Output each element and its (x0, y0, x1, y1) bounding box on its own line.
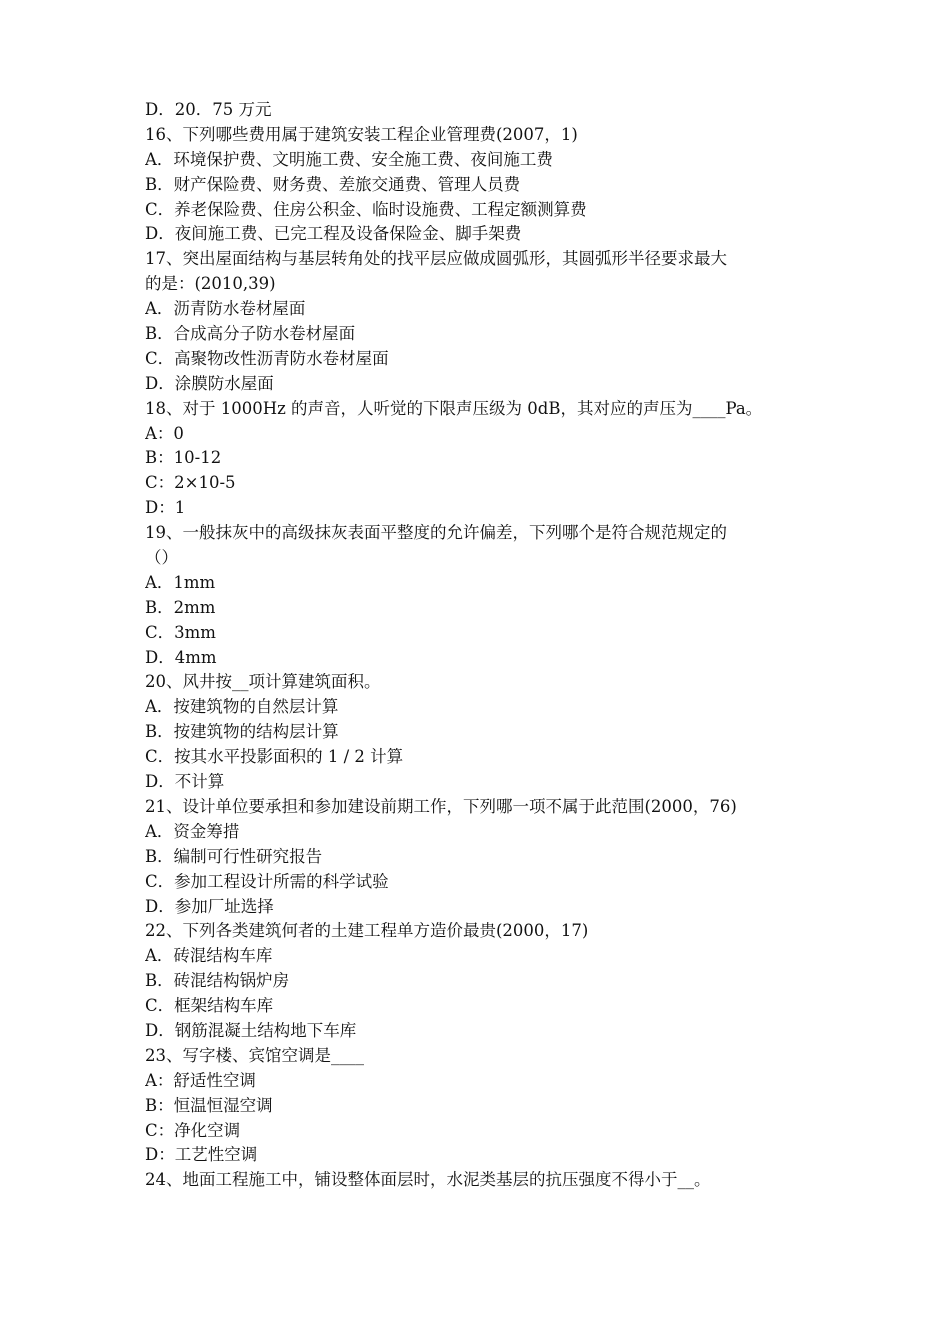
text-line: A．资金筹措 (145, 821, 240, 841)
text-line: B．按建筑物的结构层计算 (145, 722, 339, 742)
text-line: B．财产保险费、财务费、差旅交通费、管理人员费 (145, 174, 521, 194)
text-line: D．不计算 (145, 772, 225, 792)
text-line: A．砖混结构车库 (145, 946, 273, 966)
text-line: C．3mm (145, 622, 216, 642)
text-line: C：2×10-5 (145, 473, 236, 493)
text-line: 20、风井按__项计算建筑面积。 (145, 672, 381, 692)
text-line: C：净化空调 (145, 1120, 241, 1140)
text-line: 24、地面工程施工中，铺设整体面层时，水泥类基层的抗压强度不得小于__。 (145, 1170, 711, 1190)
text-line: C．参加工程设计所需的科学试验 (145, 871, 389, 891)
text-line: D．4mm (145, 647, 217, 667)
text-line: B．合成高分子防水卷材屋面 (145, 324, 356, 344)
text-line: A．环境保护费、文明施工费、安全施工费、夜间施工费 (145, 149, 553, 169)
text-line: A：0 (145, 423, 184, 443)
text-line: D．涂膜防水屋面 (145, 373, 274, 393)
text-line: A．1mm (145, 572, 216, 592)
text-line: C．高聚物改性沥青防水卷材屋面 (145, 348, 389, 368)
text-line: B．编制可行性研究报告 (145, 846, 323, 866)
text-line: C．按其水平投影面积的 1 / 2 计算 (145, 747, 404, 767)
text-line: D．夜间施工费、已完工程及设备保险金、脚手架费 (145, 224, 522, 244)
text-line: （） (145, 548, 178, 568)
text-line: 19、一般抹灰中的高级抹灰表面平整度的允许偏差，下列哪个是符合规范规定的 (145, 523, 727, 543)
text-line: C．框架结构车库 (145, 996, 274, 1016)
text-line: 的是：(2010,39) (145, 274, 276, 294)
text-line: 21、设计单位要承担和参加建设前期工作，下列哪一项不属于此范围(2000，76) (145, 796, 737, 816)
text-line: 16、下列哪些费用属于建筑安装工程企业管理费(2007，1) (145, 124, 578, 144)
text-line: D：1 (145, 498, 186, 518)
text-line: 18、对于 1000Hz 的声音，人听觉的下限声压级为 0dB，其对应的声压为____Pa。 (145, 398, 763, 418)
text-line: A．沥青防水卷材屋面 (145, 299, 306, 319)
text-line: B：恒温恒湿空调 (145, 1095, 273, 1115)
document-page (145, 98, 815, 1193)
text-line: B．砖混结构锅炉房 (145, 971, 290, 991)
text-line: 22、下列各类建筑何者的土建工程单方造价最贵(2000，17) (145, 921, 589, 941)
text-line: A．按建筑物的自然层计算 (145, 697, 339, 717)
text-line: D．钢筋混凝土结构地下车库 (145, 1020, 357, 1040)
text-line: A：舒适性空调 (145, 1070, 256, 1090)
text-line: D：工艺性空调 (145, 1145, 258, 1165)
text-line: D．参加厂址选择 (145, 896, 274, 916)
text-line: 17、突出屋面结构与基层转角处的找平层应做成圆弧形，其圆弧形半径要求最大 (145, 249, 727, 269)
text-line: 23、写字楼、宾馆空调是____ (145, 1045, 364, 1065)
text-line: B：10-12 (145, 448, 222, 468)
text-line: B．2mm (145, 597, 216, 617)
text-line: C．养老保险费、住房公积金、临时设施费、工程定额测算费 (145, 199, 587, 219)
text-line: D．20．75 万元 (145, 100, 272, 119)
